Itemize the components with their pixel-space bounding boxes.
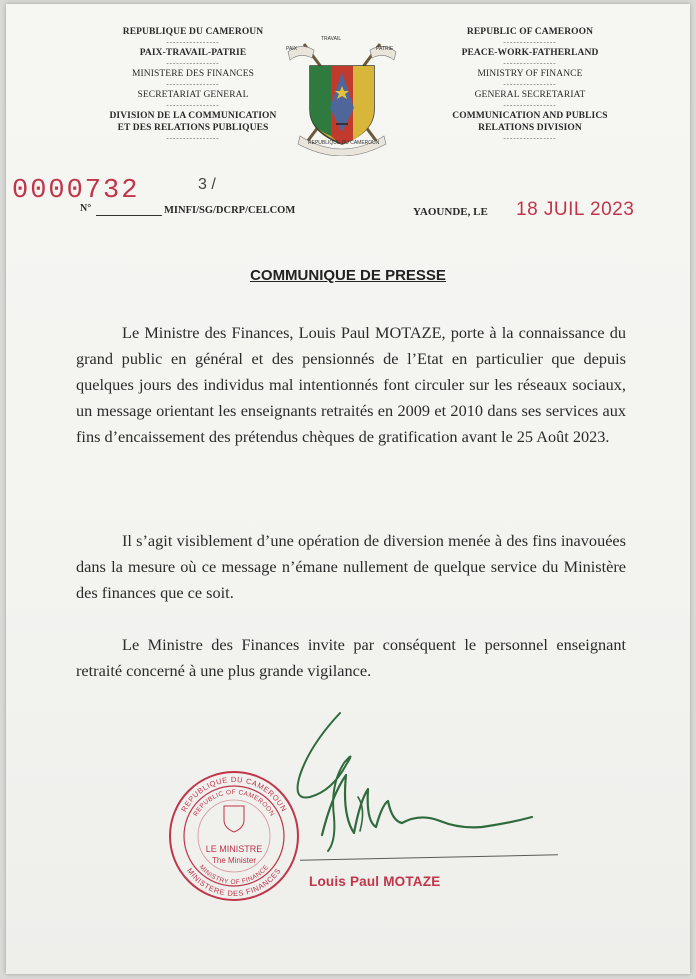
header-division-en-1: COMMUNICATION AND PUBLICS (452, 111, 608, 121)
handwritten-signature (270, 705, 580, 875)
header-english (430, 26, 630, 143)
header-separator: ---------------- (503, 80, 557, 88)
header-separator: ---------------- (166, 59, 220, 67)
header-separator: ---------------- (166, 80, 220, 88)
body-paragraph-1: Le Ministre des Finances, Louis Paul MOTAZE, porte à la connaissance du grand public en général et des pensionnés de l’Etat en particulier que depuis quelques jours des individus mal intentionnés font circuler sur les réseaux sociaux, un message orientant les enseignants retraités en 2009 et 2010 dans ses services aux fins d’encaissement des prétendus chèques de gratification avant le 25 Août 2023. (76, 323, 626, 446)
header-division-fr-2: ET DES RELATIONS PUBLIQUES (117, 123, 269, 133)
place-label: YAOUNDE, LE (413, 206, 488, 218)
header-french (88, 26, 298, 143)
header-motto-fr: PAIX-TRAVAIL-PATRIE (139, 48, 247, 58)
reference-code: MINFI/SG/DCRP/CELCOM (164, 205, 296, 216)
stamp-inner-bottom-text: MINISTRY OF FINANCE (197, 863, 271, 887)
header-separator: ---------------- (166, 134, 220, 142)
stamp-inner-top-text: REPUBLIC OF CAMEROON (192, 788, 276, 818)
header-secretariat-fr: SECRETARIAT GENERAL (137, 90, 249, 100)
stamp-outer-top-text: REPUBLIQUE DU CAMEROUN (179, 774, 289, 814)
header-separator: ---------------- (503, 134, 557, 142)
header-separator: ---------------- (503, 59, 557, 67)
header-division-en-2: RELATIONS DIVISION (478, 123, 582, 133)
shield-yellow-stripe (353, 66, 374, 140)
reference-handwritten-suffix: 3 / (198, 176, 216, 193)
signatory-name: Louis Paul MOTAZE (309, 874, 441, 889)
emblem-banner-left: PAIX (286, 46, 298, 52)
header-separator: ---------------- (166, 38, 220, 46)
reference-label: N° (80, 203, 92, 214)
emblem-banner-bottom: REPUBLIQUE DU CAMEROUN (308, 140, 380, 146)
header-country-en: REPUBLIC OF CAMEROON (466, 27, 594, 37)
stamp-center-line-1: LE MINISTRE (205, 844, 263, 854)
body-paragraph-2: Il s’agit visiblement d’une opération de diversion menée à des fins inavouées dans la mesure où ce message n’émane nullement de quelque service du Ministère des finances que ce soit. (76, 531, 626, 602)
stamp-center-line-2: The Minister (211, 856, 257, 865)
date-stamp: 18 JUIL 2023 (516, 199, 635, 220)
header-motto-en: PEACE-WORK-FATHERLAND (461, 48, 599, 58)
header-separator: ---------------- (503, 101, 557, 109)
stamp-outer-bottom-text: MINISTERE DES FINANCES (185, 866, 283, 899)
shield-green-stripe (310, 66, 331, 136)
header-division-fr-1: DIVISION DE LA COMMUNICATION (109, 111, 277, 121)
emblem-banner-right: PATRIE (376, 46, 394, 52)
stamp-emblem-icon (224, 806, 244, 832)
header-ministry-fr: MINISTERE DES FINANCES (131, 69, 254, 79)
document-title: COMMUNIQUE DE PRESSE (250, 267, 446, 284)
reference-stamp-number: 0000732 (12, 176, 140, 206)
header-separator: ---------------- (166, 101, 220, 109)
emblem-banner-top: TRAVAIL (321, 36, 342, 42)
header-secretariat-en: GENERAL SECRETARIAT (474, 90, 586, 100)
body-paragraph-3: Le Ministre des Finances invite par conséquent le personnel enseignant retraité concerné à une plus grande vigilance. (76, 635, 626, 680)
reference-underline (96, 215, 162, 216)
header-country-fr: REPUBLIQUE DU CAMEROUN (122, 27, 264, 37)
header-ministry-en: MINISTRY OF FINANCE (477, 69, 583, 79)
header-separator: ---------------- (503, 38, 557, 46)
svg-text:REPUBLIC OF CAMEROON (192, 789, 275, 818)
